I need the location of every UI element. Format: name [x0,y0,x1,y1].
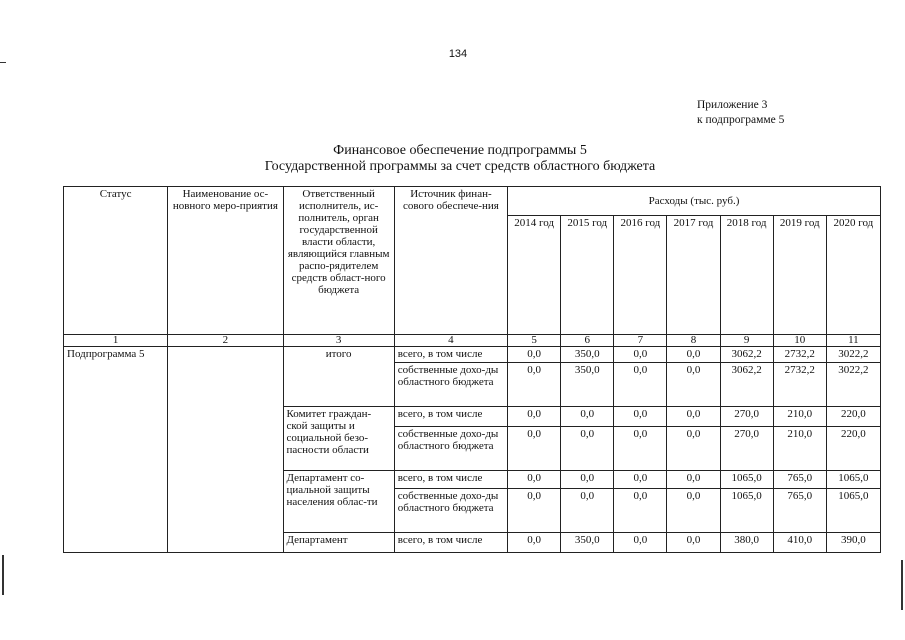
document-subtitle: Государственной программы за счет средств областного бюджета [264,159,656,174]
value-cell: 0,0 [667,427,720,471]
value-cell: 0,0 [614,489,667,533]
value-cell: 1065,0 [720,471,773,489]
value-cell: 1065,0 [826,489,880,533]
source-cell: всего, в том числе [394,533,507,553]
value-cell: 0,0 [561,471,614,489]
value-cell: 3022,2 [826,363,880,407]
header-status: Статус [64,187,168,335]
value-cell: 1065,0 [720,489,773,533]
value-cell: 0,0 [508,471,561,489]
source-cell: всего, в том числе [394,471,507,489]
value-cell: 0,0 [508,363,561,407]
value-cell: 390,0 [826,533,880,553]
header-executor: Ответственный исполнитель, ис-полнитель, орган государственной власти области, являющийся главным распо-рядителем средств област-ного бюджета [283,187,394,335]
column-number: 10 [773,335,826,347]
value-cell: 0,0 [508,407,561,427]
column-number: 2 [168,335,283,347]
header-expenses: Расходы (тыс. руб.) [508,187,881,216]
value-cell: 270,0 [720,427,773,471]
value-cell: 350,0 [561,533,614,553]
appendix-line-2: к подпрограмме 5 [697,114,785,126]
value-cell: 0,0 [667,533,720,553]
executor-cell: Департамент [283,533,394,553]
page-number: 134 [448,48,468,60]
value-cell: 0,0 [508,533,561,553]
header-year: 2018 год [720,216,773,335]
header-year: 2016 год [614,216,667,335]
value-cell: 0,0 [667,471,720,489]
value-cell: 0,0 [667,407,720,427]
value-cell: 220,0 [826,407,880,427]
column-number: 8 [667,335,720,347]
column-number: 4 [394,335,507,347]
column-number: 11 [826,335,880,347]
executor-cell: итого [283,347,394,407]
value-cell: 270,0 [720,407,773,427]
value-cell: 0,0 [561,489,614,533]
column-number: 9 [720,335,773,347]
column-number: 6 [561,335,614,347]
value-cell: 350,0 [561,363,614,407]
value-cell: 1065,0 [826,471,880,489]
column-number: 7 [614,335,667,347]
column-number: 5 [508,335,561,347]
value-cell: 3022,2 [826,347,880,363]
header-year: 2017 год [667,216,720,335]
header-year: 2014 год [508,216,561,335]
source-cell: собственные дохо-ды областного бюджета [394,363,507,407]
value-cell: 0,0 [614,427,667,471]
scan-edge-mark [0,62,6,63]
value-cell: 0,0 [561,427,614,471]
value-cell: 350,0 [561,347,614,363]
header-year: 2020 год [826,216,880,335]
source-cell: всего, в том числе [394,407,507,427]
header-year: 2015 год [561,216,614,335]
source-cell: собственные дохо-ды областного бюджета [394,427,507,471]
column-number-row [64,335,881,347]
value-cell: 2732,2 [773,363,826,407]
value-cell: 0,0 [667,363,720,407]
executor-cell: Комитет граждан-ской защиты и социальной безо-пасности области [283,407,394,471]
value-cell: 210,0 [773,427,826,471]
appendix-line-1: Приложение 3 [697,99,768,111]
value-cell: 765,0 [773,489,826,533]
source-cell: всего, в том числе [394,347,507,363]
value-cell: 0,0 [614,471,667,489]
executor-cell: Департамент со-циальной защиты населения облас-ти [283,471,394,533]
value-cell: 2732,2 [773,347,826,363]
value-cell: 0,0 [614,347,667,363]
value-cell: 0,0 [614,407,667,427]
column-number: 3 [283,335,394,347]
value-cell: 0,0 [614,533,667,553]
header-event-name: Наименование ос-новного меро-приятия [168,187,283,335]
event-name-cell [168,347,283,553]
scan-edge-mark [901,560,903,610]
value-cell: 220,0 [826,427,880,471]
appendix-note [697,98,784,128]
value-cell: 410,0 [773,533,826,553]
column-number: 1 [64,335,168,347]
table-row [64,347,881,363]
value-cell: 0,0 [667,489,720,533]
source-cell: собственные дохо-ды областного бюджета [394,489,507,533]
value-cell: 210,0 [773,407,826,427]
header-year: 2019 год [773,216,826,335]
value-cell: 0,0 [508,347,561,363]
financing-table [63,186,881,553]
value-cell: 0,0 [561,407,614,427]
value-cell: 0,0 [508,427,561,471]
value-cell: 765,0 [773,471,826,489]
value-cell: 3062,2 [720,347,773,363]
document-title: Финансовое обеспечение подпрограммы 5 [333,143,587,158]
value-cell: 3062,2 [720,363,773,407]
value-cell: 0,0 [667,347,720,363]
value-cell: 380,0 [720,533,773,553]
value-cell: 0,0 [614,363,667,407]
scan-edge-mark [2,555,4,595]
status-cell: Подпрограмма 5 [64,347,168,553]
header-funding-source: Источник финан-сового обеспече-ния [394,187,507,335]
value-cell: 0,0 [508,489,561,533]
